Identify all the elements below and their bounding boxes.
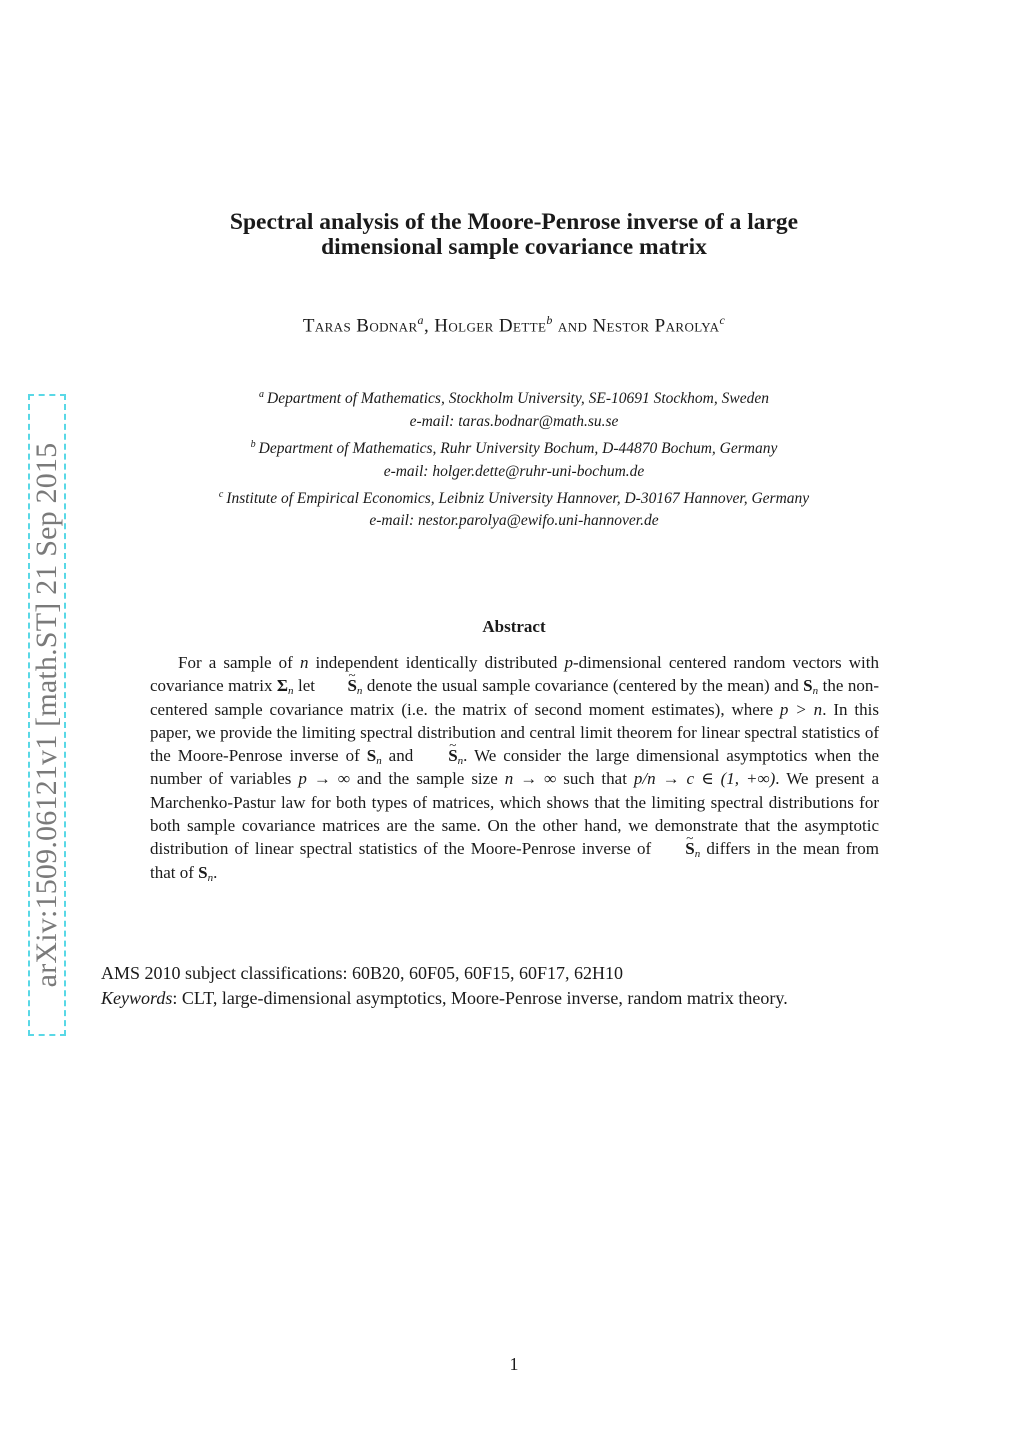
- abstract-text: such that: [556, 769, 634, 789]
- affiliation-text: Department of Mathematics, Stockholm University, SE-10691 Stockhom, Sweden: [267, 390, 769, 408]
- affiliation-mark: b: [250, 438, 256, 450]
- math-s-tilde: ~ S: [319, 674, 356, 697]
- math-s-tilde: ~ S: [420, 744, 457, 767]
- arxiv-identifier[interactable]: arXiv:1509.06121v1 [math.ST] 21 Sep 2015: [30, 442, 63, 988]
- math-condition: p > n: [779, 699, 823, 719]
- affiliation-line: [0, 384, 1024, 411]
- abstract-text: let: [293, 676, 320, 696]
- math-ratio: p/n → c ∈ (1, +∞): [633, 769, 776, 789]
- abstract-heading: Abstract: [482, 617, 546, 636]
- affiliation-email[interactable]: e-mail: taras.bodnar@math.su.se: [409, 412, 619, 430]
- author-mark: b: [546, 313, 553, 327]
- keywords-label: Keywords: [101, 988, 173, 1008]
- author-name: Nestor Parolya: [592, 315, 720, 337]
- abstract-text: .: [213, 862, 218, 882]
- math-s: S: [803, 676, 813, 696]
- math-p: p: [564, 653, 573, 672]
- math-s: S: [366, 746, 377, 766]
- abstract-text: and: [381, 746, 421, 766]
- math-s: S: [198, 862, 208, 882]
- affiliation-block: [0, 384, 1024, 533]
- author-name: Holger Dette: [434, 315, 547, 337]
- title-line-2: dimensional sample covariance matrix: [321, 234, 707, 260]
- abstract-body: [150, 651, 879, 884]
- abstract-text: . We present a Marchenko-Pastur law for both types of matrices, which shows that the limiting spectral distributions for both sample covariance matrices are the same. On the other hand, we demonstrate that the asymptotic distribution of linear spectral statistics of the Moore-Penrose inverse of: [150, 769, 880, 859]
- abstract-text: the non-centered sample covariance matrix (i.e. the matrix of second moment estimates), where: [150, 676, 879, 719]
- math-subscript-n: n: [356, 685, 363, 698]
- math-subscript-n: n: [812, 685, 819, 698]
- math-subscript-n: n: [207, 871, 214, 884]
- author-mark: a: [417, 313, 424, 327]
- math-sigma: Σ: [276, 676, 289, 696]
- math-n: n: [299, 653, 309, 672]
- author-separator: and: [552, 315, 593, 337]
- math-limit-p: p → ∞: [298, 769, 350, 789]
- abstract-text: For a sample of: [178, 653, 300, 672]
- math-s-tilde: ~ S: [657, 837, 694, 860]
- math-subscript-n: n: [376, 755, 382, 768]
- math-subscript-n: n: [694, 848, 701, 861]
- abstract-text: and the sample size: [349, 769, 505, 789]
- affiliation-email[interactable]: e-mail: nestor.parolya@ewifo.uni-hannover.de: [369, 512, 659, 530]
- abstract-text: differs in the mean from that of: [150, 839, 879, 882]
- abstract-text: . In this paper, we provide the limiting spectral distribution and central limit theorem for linear spectral statistics of the Moore-Penrose inverse of: [150, 699, 879, 766]
- author-name: Taras Bodnar: [302, 315, 418, 337]
- author-separator: ,: [423, 315, 435, 337]
- abstract-text: -dimensional centered random vectors with covariance matrix: [150, 653, 879, 696]
- affiliation-line: [0, 434, 1024, 461]
- math-limit-n: n → ∞: [504, 769, 557, 789]
- affiliation-line: [0, 484, 1024, 511]
- page-number: 1: [509, 1354, 519, 1374]
- math-subscript-n: n: [288, 685, 294, 698]
- author-mark: c: [719, 313, 726, 327]
- affiliation-text: Department of Mathematics, Ruhr University Bochum, D-44870 Bochum, Germany: [258, 439, 778, 457]
- affiliation-email[interactable]: e-mail: holger.dette@ruhr-uni-bochum.de: [383, 462, 645, 480]
- abstract-text: independent identically distributed: [308, 653, 565, 672]
- author-list: [0, 313, 1024, 337]
- abstract-text: denote the usual sample covariance (centered by the mean) and: [362, 676, 804, 696]
- abstract-text: . We consider the large dimensional asymptotics when the number of variables: [150, 746, 880, 789]
- affiliation-text: Institute of Empirical Economics, Leibniz University Hannover, D-30167 Hannover, Germany: [226, 489, 810, 507]
- keywords-line: [101, 988, 788, 1009]
- title-line-1: Spectral analysis of the Moore-Penrose inverse of a large: [229, 209, 799, 235]
- keywords-text: : CLT, large-dimensional asymptotics, Moore-Penrose inverse, random matrix theory.: [172, 988, 788, 1008]
- affiliation-mark: c: [218, 488, 224, 500]
- affiliation-mark: a: [259, 389, 265, 400]
- math-subscript-n: n: [457, 755, 464, 768]
- ams-classification: AMS 2010 subject classifications: 60B20, 60F05, 60F15, 60F17, 62H10: [101, 963, 624, 983]
- paper-title: [0, 210, 1024, 260]
